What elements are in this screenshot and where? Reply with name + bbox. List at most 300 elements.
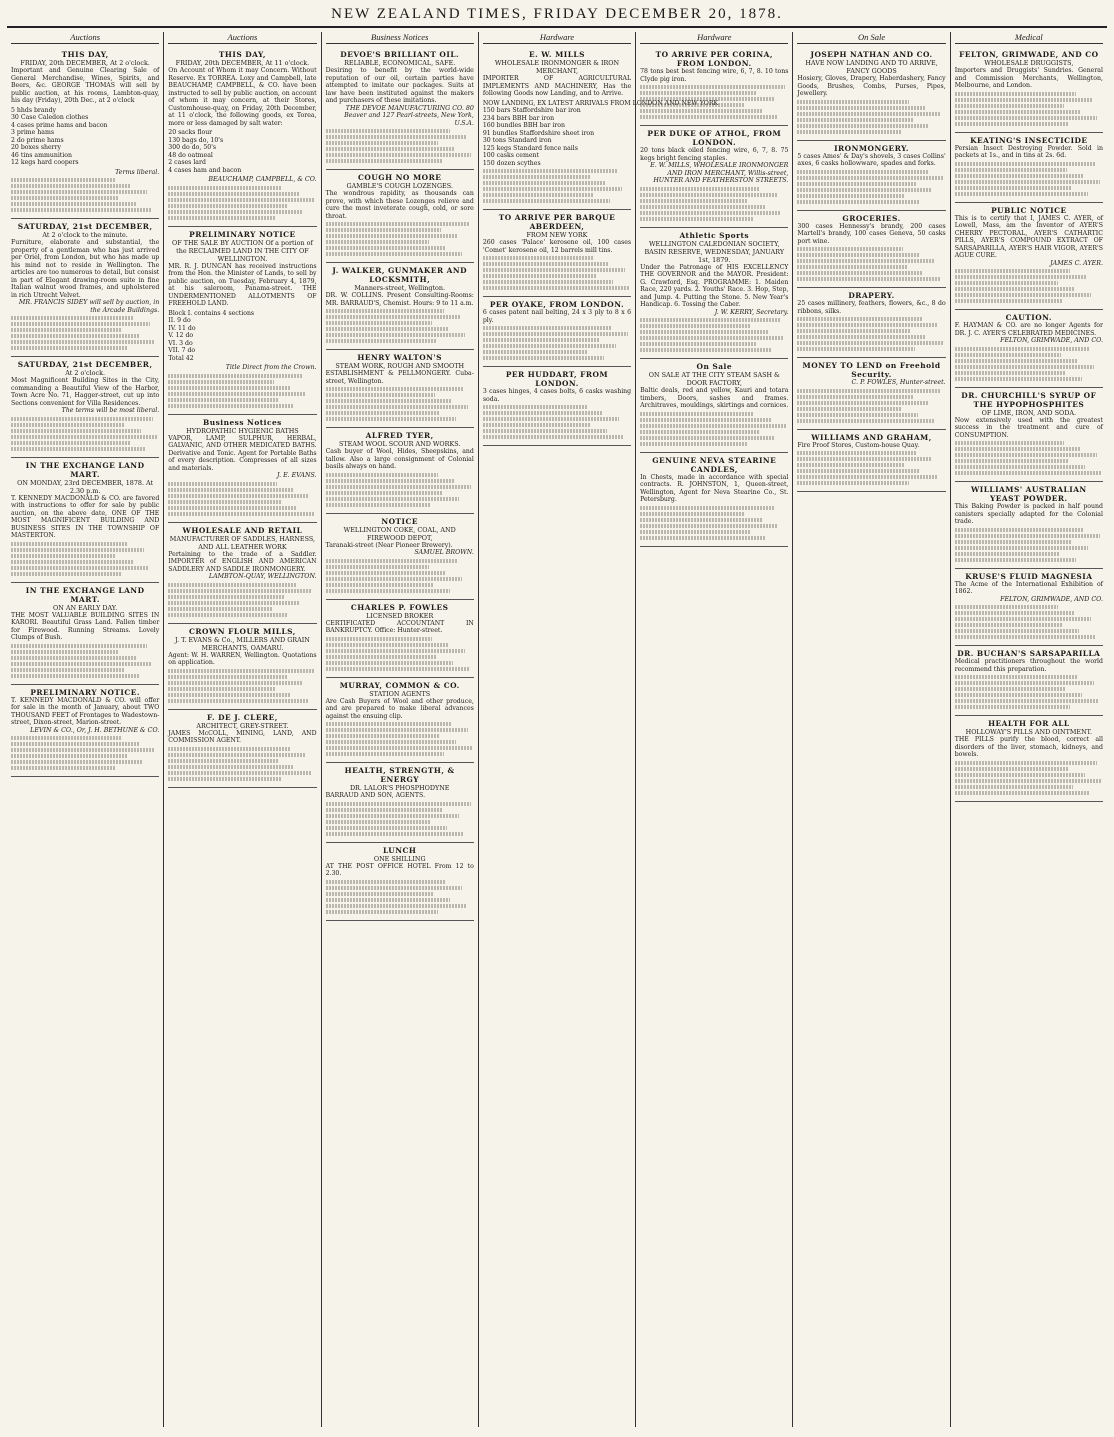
ad-title: MURRAY, COMMON & CO. <box>339 680 460 690</box>
ad-body: Fire Proof Stores, Custom-house Quay. <box>797 441 920 449</box>
text-filler-line <box>11 346 127 350</box>
text-filler-line <box>168 765 294 769</box>
text-filler-line <box>483 193 594 197</box>
text-filler-line <box>168 216 275 220</box>
text-filler-line <box>640 518 762 522</box>
ad-title: KRUSE'S FLUID MAGNESIA <box>965 571 1093 581</box>
text-filler-line <box>955 365 1094 369</box>
text-filler-line <box>797 130 901 134</box>
text-filler-line <box>640 193 776 197</box>
ad-body: Importers and Druggists' Sundries. General and Commission Merchants, Wellington, Melbourne, and London. <box>954 67 1103 89</box>
text-filler-line <box>483 332 628 336</box>
text-filler-line <box>168 669 315 673</box>
text-filler-line <box>326 129 451 133</box>
text-filler-line <box>955 269 1071 273</box>
advertisement <box>168 523 316 624</box>
ad-subtitle: OF LIME, IRON, AND SODA. <box>981 408 1076 417</box>
text-filler-line <box>168 512 313 516</box>
text-filler-line <box>326 643 449 647</box>
ad-subtitle: RELIABLE, ECONOMICAL, SAFE. <box>344 59 456 67</box>
newspaper-page <box>7 4 1107 1429</box>
ad-title: CROWN FLOUR MILLS, <box>189 626 296 636</box>
text-filler-line <box>326 321 433 325</box>
text-filler-line <box>11 656 136 660</box>
ad-title: SATURDAY, 21st DECEMBER, <box>17 222 153 231</box>
ad-body: Furniture, elaborate and substantial, the property of a gentleman who has just arrived per Oriel, from London, but who has made up his mind not to reside in Wellington. The articles are too numerous to detail, but consist in part of Elegant drawing-room suite in fine Italian walnut wood frames, and upholstered in rich Utrecht Velvet. <box>11 239 160 299</box>
text-filler-line <box>326 740 456 744</box>
text-filler-line <box>168 204 287 208</box>
text-filler-line <box>955 110 1081 114</box>
ad-title: PER DUKE OF ATHOL, FROM LONDON. <box>647 129 782 147</box>
ad-subtitle: WELLINGTON CALEDONIAN SOCIETY, BASIN RESERVE, WEDNESDAY, JANUARY 1st, 1879. <box>644 239 785 264</box>
advertisement <box>11 583 159 685</box>
text-filler-line <box>326 667 470 671</box>
ad-title: CHARLES P. FOWLES <box>350 602 449 612</box>
ad-body: T. KENNEDY MACDONALD & CO. will offer for sale in the month of January, about TWO THOUSAND FEET of Frontages to Wadestown-street, Dixon-street, Marion-street. <box>11 696 160 726</box>
text-filler-line <box>640 506 773 510</box>
text-filler-line <box>11 334 139 338</box>
ad-title: PER OYAKE, FROM LONDON. <box>489 300 625 309</box>
text-filler-line <box>326 826 448 830</box>
text-filler-line <box>11 429 141 433</box>
text-filler-line <box>326 898 451 902</box>
text-filler-line <box>797 469 920 473</box>
ad-title: MONEY TO LEND on Freehold Security. <box>802 361 941 379</box>
text-filler-line <box>955 534 1100 538</box>
text-filler-line <box>326 222 470 226</box>
text-filler-line <box>483 429 608 433</box>
text-filler-line <box>483 344 616 348</box>
text-filler-line <box>326 141 439 145</box>
advertisement <box>326 263 474 350</box>
text-filler-line <box>640 330 768 334</box>
text-filler-line <box>955 605 1059 609</box>
text-filler-line <box>797 194 904 198</box>
ad-item: 30 Case Caledon clothes <box>11 114 89 121</box>
text-filler-line <box>11 202 136 206</box>
text-filler-line <box>168 753 306 757</box>
text-filler-line <box>11 736 122 740</box>
ad-subtitle: OF THE SALE BY AUCTION Of a portion of the RECLAIMED LAND IN THE CITY OF WELLINGTON. <box>172 238 313 263</box>
ad-title: HENRY WALTON'S <box>357 353 442 362</box>
text-filler-line <box>797 112 941 116</box>
text-filler-line <box>640 199 748 203</box>
text-filler-line <box>11 572 121 576</box>
advertisement <box>11 219 159 357</box>
text-filler-line <box>797 106 925 110</box>
text-filler-line <box>168 607 272 611</box>
ad-subtitle: At 2 o'clock to the minute. <box>42 231 128 239</box>
advertisement <box>640 228 788 360</box>
ad-item: Block I. contains 4 sections <box>168 309 255 317</box>
text-filler-line <box>168 482 276 486</box>
text-filler-line <box>11 674 140 678</box>
text-filler-line <box>955 675 1078 679</box>
ad-body: On Account of Whom it may Concern. Without Reserve. Ex TORREA. Loxy and Campbell, late BEAUCHAMP, CAMPBELL, & CO. have been instructed to sell by public auction, on account of whom it may concern, at their Stores, Customhouse-quay, on Friday, 20th December, at 11 o'clock, the following goods, ex Torea, more or less damaged by salt water: <box>168 67 317 127</box>
text-filler-line <box>168 506 297 510</box>
text-filler-line <box>11 566 149 570</box>
advertisement <box>168 710 316 788</box>
text-filler-line <box>797 176 944 180</box>
text-filler-line <box>797 401 929 405</box>
text-filler-line <box>955 287 1075 291</box>
text-filler-line <box>483 417 619 421</box>
text-filler-line <box>326 746 473 750</box>
text-filler-line <box>640 430 759 434</box>
text-filler-line <box>955 116 1097 120</box>
text-filler-line <box>955 693 1083 697</box>
advertisement <box>955 47 1103 133</box>
advertisement <box>797 47 945 141</box>
text-filler-line <box>11 748 155 752</box>
text-filler-line <box>955 441 1065 445</box>
text-filler-line <box>640 512 745 516</box>
ad-title: THIS DAY, <box>218 50 266 59</box>
text-filler-line <box>955 465 1085 469</box>
text-filler-line <box>797 347 914 351</box>
text-filler-line <box>640 412 754 416</box>
column-5 <box>636 32 793 1427</box>
ad-body: 6 cases patent nail belting, 24 x 3 ply to 8 x 6 ply. <box>482 309 632 324</box>
text-filler-line <box>797 341 942 345</box>
advertisement <box>11 357 159 458</box>
advertisement <box>11 47 159 219</box>
text-filler-line <box>797 413 917 417</box>
ad-body: Taranaki-street (Near Pioneer Brewery). <box>325 541 453 549</box>
text-filler-line <box>11 742 139 746</box>
text-filler-line <box>955 785 1074 789</box>
ad-title: WILLIAMS' AUSTRALIAN YEAST POWDER. <box>970 485 1087 503</box>
text-filler-line <box>797 395 913 399</box>
ad-item: 12 kegs hard coopers <box>11 159 79 166</box>
advertisement <box>797 211 945 289</box>
text-filler-line <box>640 109 762 113</box>
text-filler-line <box>326 417 456 421</box>
text-filler-line <box>168 771 310 775</box>
text-filler-line <box>955 552 1060 556</box>
ad-subtitle: GAMBLE'S COUGH LOZENGES. <box>346 182 453 190</box>
text-filler-line <box>11 560 133 564</box>
text-filler-line <box>326 497 459 501</box>
advertisement <box>483 210 631 297</box>
ad-body: ESTABLISHMENT & PELLMONGERY. Cuba-street, Wellington. <box>325 370 474 385</box>
text-filler-line <box>955 546 1088 550</box>
ad-signature: FELTON, GRIMWADE, AND CO. <box>1000 337 1103 344</box>
text-filler-line <box>955 681 1094 685</box>
ad-title: GENUINE NEVA STEARINE CANDLES, <box>652 455 777 474</box>
ad-signature: MR. FRANCIS SIDEY will sell by auction, in the Arcade Buildings. <box>18 299 160 314</box>
ad-title: On Sale <box>696 362 733 371</box>
text-filler-line <box>640 318 779 322</box>
ad-subtitle: ARCHITECT, GREY-STREET. <box>196 721 289 730</box>
advertisement <box>797 358 945 430</box>
ad-title: DR. BUCHAN'S SARSAPARILLA <box>957 649 1101 658</box>
ad-body: AT THE POST OFFICE HOTEL From 12 to 2.30. <box>325 862 474 877</box>
ad-body: Pertaining to the trade of a Saddler. IMPORTER of ENGLISH AND AMERICAN SADDLERY AND SADDLE IRONMONGERY. <box>168 550 317 573</box>
text-filler-line <box>326 565 430 569</box>
ad-body: Now extensively used with the greatest success in the treatment and cure of CONSUMPTION. <box>954 416 1103 439</box>
text-filler-line <box>640 187 760 191</box>
ad-title: WHOLESALE AND RETAIL <box>182 525 303 535</box>
ad-body: The wondrous rapidity, as thousands can prove, with which these Lozenges relieve and cure the most inveterate cough, cold, or sore throat. <box>325 190 474 220</box>
text-filler-line <box>955 623 1063 627</box>
advertisement <box>326 428 474 514</box>
ad-signature: BEAUCHAMP, CAMPBELL, & CO. <box>208 176 317 183</box>
ad-item: 125 kegs Standard fence nails <box>482 144 578 152</box>
text-filler-line <box>955 293 1091 297</box>
ad-item: 160 bundles BBH bar iron <box>482 122 565 129</box>
text-filler-line <box>168 759 278 763</box>
text-filler-line <box>955 377 1083 381</box>
text-filler-line <box>326 339 437 343</box>
text-filler-line <box>11 340 155 344</box>
text-filler-line <box>168 404 294 408</box>
ad-item: 100 casks cement <box>482 152 539 159</box>
text-filler-line <box>168 392 306 396</box>
ad-item: VII. 7 do <box>168 347 196 354</box>
text-filler-line <box>168 386 290 390</box>
ad-body: Most Magnificent Building Sites in the City, commanding a Beautiful View of the Harbor, Town Acre No. 71, Hagger-street, cut up into Sections convenient for Villa Residences. <box>11 377 160 407</box>
ad-body: T. KENNEDY MACDONALD & CO. are favored with instructions to offer for sale by public auction, on the above date, ONE OF THE MOST MAGNIFICENT BUILDING AND BUSINESS SITES IN THE TOWNSHIP OF MASTERTON. <box>11 494 160 539</box>
text-filler-line <box>483 169 618 173</box>
ad-title: DEVOE'S BRILLIANT OIL. <box>340 50 460 59</box>
ad-title: PER HUDDART, FROM LONDON. <box>505 370 609 388</box>
text-filler-line <box>955 471 1102 475</box>
text-filler-line <box>168 687 275 691</box>
ad-title: PRELIMINARY NOTICE. <box>30 687 140 697</box>
ad-signature: JAMES C. AYER. <box>1050 259 1103 267</box>
text-filler-line <box>11 542 128 546</box>
text-filler-line <box>483 411 603 415</box>
text-filler-line <box>326 473 439 477</box>
text-filler-line <box>483 262 609 266</box>
text-filler-line <box>11 447 146 451</box>
ad-title: DRAPERY. <box>848 291 895 300</box>
ad-body: THE PILLS purify the blood, correct all disorders of the liver, stomach, kidneys, and bowels. <box>954 736 1103 758</box>
text-filler-line <box>11 417 153 421</box>
text-filler-line <box>483 356 605 360</box>
text-filler-line <box>168 699 307 703</box>
text-filler-line <box>326 234 458 238</box>
ad-subtitle: FRIDAY, 20th DECEMBER, At 11 o'clock. <box>175 59 310 67</box>
column-3 <box>322 32 479 1427</box>
text-filler-line <box>168 595 284 599</box>
ad-item: NOW LANDING, EX LATEST ARRIVALS FROM LONDON AND NEW YORK <box>482 99 719 107</box>
advertisement <box>326 47 474 170</box>
text-filler-line <box>483 175 590 179</box>
text-filler-line <box>955 453 1097 457</box>
text-filler-line <box>168 210 303 214</box>
ad-subtitle: FRIDAY, 20th DECEMBER, At 2 o'clock. <box>20 59 150 67</box>
advertisement <box>955 133 1103 203</box>
text-filler-line <box>326 571 446 575</box>
text-filler-line <box>640 418 770 422</box>
text-filler-line <box>797 419 933 423</box>
text-filler-line <box>483 286 630 290</box>
text-filler-line <box>326 728 468 732</box>
ad-item: IV. 11 do <box>168 324 196 332</box>
ad-body: The Acme of the International Exhibition of 1862. <box>954 580 1103 595</box>
ad-signature: Terms liberal. <box>115 168 160 176</box>
ad-title: HEALTH, STRENGTH, & ENERGY <box>344 766 455 784</box>
text-filler-line <box>326 491 443 495</box>
ad-title: KEATING'S INSECTICIDE <box>970 135 1088 145</box>
ad-subtitle: Manners-street, Wellington. <box>354 284 446 292</box>
ad-subtitle: STEAM WORK, ROUGH AND SMOOTH <box>335 362 465 370</box>
text-filler-line <box>11 548 144 552</box>
text-filler-line <box>326 802 471 806</box>
ad-signature: J. W. KERRY, Secretary. <box>714 308 789 316</box>
text-filler-line <box>955 611 1075 615</box>
text-filler-line <box>955 98 1093 102</box>
ad-subtitle: WELLINGTON COKE, COAL, AND FIREWOOD DEPOT, <box>343 525 456 542</box>
text-filler-line <box>326 589 451 593</box>
text-filler-line <box>11 208 152 212</box>
text-filler-line <box>326 722 452 726</box>
text-filler-line <box>326 583 434 587</box>
text-filler-line <box>326 135 467 139</box>
advertisement <box>168 227 316 415</box>
text-filler-line <box>955 635 1096 639</box>
ad-signature: THE DEVOE MANUFACTURING CO. 80 Beaver and 127 Pearl-streets, New York, U.S.A. <box>344 104 474 127</box>
ad-item-list <box>168 129 316 174</box>
advertisement <box>483 367 631 446</box>
ad-title: SATURDAY, 21st DECEMBER, <box>17 360 153 369</box>
text-filler-line <box>326 752 445 756</box>
ad-title: ALFRED TYER, <box>365 431 434 440</box>
ad-title: TO ARRIVE PER CORINA, FROM LONDON. <box>655 50 773 68</box>
text-filler-line <box>797 463 904 467</box>
text-filler-line <box>640 342 756 346</box>
text-filler-line <box>11 644 147 648</box>
text-filler-line <box>483 274 597 278</box>
ad-item: 300 do do, 50's <box>168 144 217 151</box>
text-filler-line <box>955 687 1066 691</box>
text-filler-line <box>11 322 150 326</box>
advertisement <box>11 685 159 778</box>
text-filler-line <box>955 779 1102 783</box>
text-filler-line <box>483 256 593 260</box>
text-filler-line <box>326 246 446 250</box>
advertisement <box>955 646 1103 716</box>
text-filler-line <box>326 479 455 483</box>
text-filler-line <box>168 613 288 617</box>
ad-body: THE MOST VALUABLE BUILDING SITES IN KARORI. Beautiful Grass Land. Fallen timber for Firewood. Running Streams. Lovely Clumps of Bush. <box>11 611 160 641</box>
text-filler-line <box>483 338 600 342</box>
text-filler-line <box>11 423 125 427</box>
text-filler-line <box>955 180 1100 184</box>
text-filler-line <box>955 629 1080 633</box>
ad-item: 3 prime hams <box>11 129 55 136</box>
text-filler-line <box>640 85 785 89</box>
text-filler-line <box>326 892 434 896</box>
ad-item: 48 do oatmeal <box>168 151 213 159</box>
text-filler-line <box>640 442 747 446</box>
advertisement <box>483 297 631 367</box>
text-filler-line <box>640 436 775 440</box>
text-filler-line <box>955 281 1059 285</box>
text-filler-line <box>326 147 455 151</box>
column-heading: Medical <box>955 32 1103 44</box>
advertisement <box>326 600 474 678</box>
ad-subtitle: ON MONDAY, 23rd DECEMBER, 1878. At 2.30 p.m. <box>17 478 154 495</box>
text-filler-line <box>326 655 437 659</box>
text-filler-line <box>11 328 122 332</box>
ad-subtitle: DR. LALOR'S PHOSPHODYNE <box>349 784 450 792</box>
ad-body: 78 tons best best fencing wire, 6, 7, 8. 10 tons Clyde pig iron. <box>640 68 789 83</box>
advertisement <box>326 763 474 843</box>
ad-body: 25 cases millinery, feathers, flowers, &c., 8 do ribbons, silks. <box>797 300 946 315</box>
text-filler-line <box>640 217 753 221</box>
text-filler-line <box>11 196 119 200</box>
ad-item: 234 bars BBH bar iron <box>482 114 555 122</box>
text-filler-line <box>955 761 1097 765</box>
text-filler-line <box>797 265 907 269</box>
ad-item: II. 9 do <box>168 317 191 324</box>
text-filler-line <box>11 554 116 558</box>
ad-item: 30 tons Standard iron <box>482 137 552 144</box>
text-filler-line <box>326 159 443 163</box>
masthead: NEW ZEALAND TIMES, FRIDAY DECEMBER 20, 1878. <box>7 4 1107 28</box>
advertisement <box>955 482 1103 569</box>
ad-body: IMPORTER OF AGRICULTURAL IMPLEMENTS AND MACHINERY, Has the following Goods now Landing, and to Arrive. <box>482 75 632 97</box>
text-filler-line <box>326 637 433 641</box>
ad-body: Baltic deals, red and yellow, Kauri and totara timbers, Doors, sashes and frames. Architraves, mouldings, skirtings and cornices. <box>640 387 789 409</box>
text-filler-line <box>797 100 908 104</box>
text-filler-line <box>326 153 471 157</box>
text-filler-line <box>326 411 440 415</box>
text-filler-line <box>797 271 923 275</box>
ad-subtitle: HYDROPATHIC HYGIENIC BATHS <box>186 426 299 435</box>
text-filler-line <box>168 380 273 384</box>
text-filler-line <box>955 705 1071 709</box>
ad-subtitle: FROM NEW YORK <box>526 231 588 239</box>
ad-signature: E. W. MILLS, WHOLESALE IRONMONGER AND IRON MERCHANT, Willis-street, HUNTER AND FEATHERSTON STREETS. <box>650 162 789 184</box>
advertisement <box>955 310 1103 388</box>
text-filler-line <box>797 389 941 393</box>
text-filler-line <box>955 528 1084 532</box>
ad-body: In Chests, made in accordance with special contracts. R. JOHNSTON, 1, Queen-street, Wellington, Agent for Neva Stearine Co., St. Petersburg. <box>640 473 789 503</box>
text-filler-line <box>955 168 1068 172</box>
ad-item: 20 boxes sherry <box>11 144 62 151</box>
text-filler-line <box>483 181 606 185</box>
text-filler-line <box>640 424 787 428</box>
advertisement <box>797 141 945 211</box>
text-filler-line <box>168 192 298 196</box>
text-filler-line <box>640 324 751 328</box>
ad-signature: Title Direct from the Crown. <box>225 364 317 371</box>
text-filler-line <box>483 199 611 203</box>
text-filler-line <box>797 124 929 128</box>
text-filler-line <box>797 188 932 192</box>
text-filler-line <box>955 353 1062 357</box>
ad-body: JAMES McCOLL, MINING, LAND, AND COMMISSION AGENT. <box>168 729 317 744</box>
ad-title: PUBLIC NOTICE <box>991 205 1067 215</box>
text-filler-line <box>955 791 1090 795</box>
ad-title: COUGH NO MORE <box>358 173 442 182</box>
ad-title: IRONMONGERY. <box>834 143 909 153</box>
advertisement <box>168 47 316 227</box>
text-filler-line <box>955 540 1072 544</box>
text-filler-line <box>955 162 1096 166</box>
ad-title: IN THE EXCHANGE LAND MART. <box>25 585 145 604</box>
text-filler-line <box>168 198 315 202</box>
column-heading: Hardware <box>483 32 631 44</box>
ad-subtitle: HAVE NOW LANDING AND TO ARRIVE, FANCY GOODS <box>805 59 938 75</box>
text-filler-line <box>326 904 467 908</box>
advertisement <box>11 458 159 583</box>
advertisement <box>797 288 945 358</box>
